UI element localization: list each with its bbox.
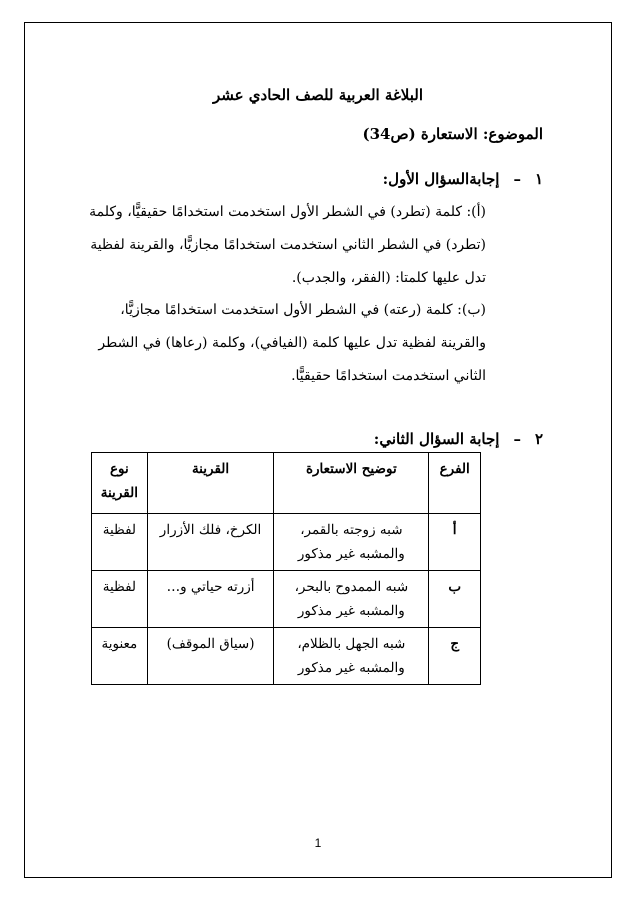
page-number: 1	[314, 836, 322, 850]
table-row	[92, 571, 481, 628]
answer-part-a	[89, 196, 486, 295]
page-border	[24, 22, 612, 878]
question1-number: ١	[534, 170, 543, 188]
cell-explanation: شبه الممدوح بالبحر، والمشبه غير مذكور	[274, 571, 429, 628]
cell-explanation: شبه الجهل بالظلام، والمشبه غير مذكور	[274, 628, 429, 685]
cell-clue-type: معنوية	[92, 628, 148, 685]
question2-dash: –	[513, 430, 521, 448]
question1-heading-row	[383, 170, 543, 188]
table-header-row	[92, 453, 481, 514]
part-a-line: (أ): كلمة (تطرد) في الشطر الأول استخدمت استخدامًا حقيقيًّا، وكلمة	[89, 204, 486, 220]
answer-part-b	[98, 294, 486, 393]
question2-heading: إجابة السؤال الثاني:	[373, 430, 500, 448]
cell-clue-type: لفظية	[92, 571, 148, 628]
cell-explanation: شبه زوجته بالقمر، والمشبه غير مذكور	[274, 514, 429, 571]
cell-branch: ب	[429, 571, 481, 628]
topic-heading: الموضوع: الاستعارة (ص34)	[362, 125, 543, 143]
question1-heading: إجابةالسؤال الأول:	[382, 170, 500, 188]
question2-number: ٢	[534, 430, 543, 448]
cell-clue: الكرخ، فلك الأزرار	[147, 514, 274, 571]
part-a-line: (تطرد) في الشطر الثاني استخدمت استخدامًا مجازيًّا، والقرينة لفظية	[90, 237, 486, 253]
question2-heading-row	[374, 430, 543, 448]
table-row	[92, 514, 481, 571]
header-explanation: توضيح الاستعارة	[274, 453, 429, 514]
header-clue: القرينة	[147, 453, 274, 514]
metaphor-table	[91, 452, 481, 685]
part-a-line: تدل عليها كلمتا: (الفقر، والجدب).	[291, 270, 486, 286]
header-branch: الفرع	[429, 453, 481, 514]
question1-dash: –	[513, 170, 521, 188]
cell-branch: ج	[429, 628, 481, 685]
cell-branch: أ	[429, 514, 481, 571]
cell-clue: أزرته حياتي و…	[147, 571, 274, 628]
part-b-line: والقرينة لفظية تدل عليها كلمة (الفيافي)، وكلمة (رعاها) في الشطر	[98, 335, 486, 351]
cell-clue: (سياق الموقف)	[147, 628, 274, 685]
header-clue-type: نوع القرينة	[92, 453, 148, 514]
cell-clue-type: لفظية	[92, 514, 148, 571]
part-b-line: (ب): كلمة (رعته) في الشطر الأول استخدمت استخدامًا مجازيًّا،	[120, 302, 486, 318]
table-row	[92, 628, 481, 685]
part-b-line: الثاني استخدمت استخدامًا حقيقيًّا.	[291, 368, 486, 384]
document-title: البلاغة العربية للصف الحادي عشر	[212, 86, 424, 104]
